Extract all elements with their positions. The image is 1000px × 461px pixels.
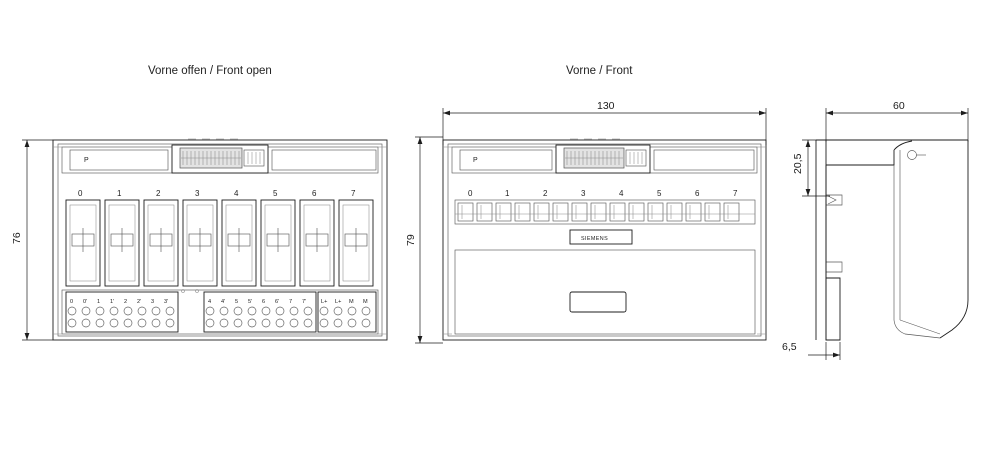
terminal-group-a [66, 292, 178, 332]
terminal-label: 5' [248, 299, 253, 305]
middle-label-strip [455, 200, 755, 224]
right-depth-dimension [826, 108, 968, 142]
middle-view-group [405, 100, 766, 343]
mid-slot-6: 6 [695, 189, 700, 198]
mid-slot-7: 7 [733, 189, 738, 198]
right-view-group [782, 100, 968, 360]
terminal-label: 7' [302, 299, 307, 305]
terminal-label: M [363, 299, 368, 305]
mid-slot-3: 3 [581, 189, 586, 198]
brand-label: SIEMENS [581, 236, 609, 242]
terminal-label: M [349, 299, 354, 305]
mid-slot-5: 5 [657, 189, 662, 198]
mid-slot-1: 1 [505, 189, 510, 198]
middle-height-value: 79 [405, 234, 417, 246]
terminal-group-power [318, 292, 376, 332]
terminal-label: 2 [124, 299, 128, 305]
terminal-label: L+ [321, 299, 328, 305]
terminal-label: L+ [335, 299, 342, 305]
left-slot-0: 0 [78, 189, 83, 198]
terminal-label: 4 [208, 299, 212, 305]
middle-width-dimension [443, 108, 766, 145]
caption-front: Vorne / Front [566, 65, 633, 77]
left-slot-2: 2 [156, 189, 161, 198]
mid-slot-0: 0 [468, 189, 473, 198]
terminal-label: 3 [151, 299, 155, 305]
left-slot-7: 7 [351, 189, 356, 198]
left-height-dimension [22, 140, 53, 340]
mid-slot-2: 2 [543, 189, 548, 198]
right-upper-value: 20,5 [792, 153, 804, 174]
left-slot-3: 3 [195, 189, 200, 198]
middle-height-dimension [415, 137, 443, 343]
terminal-label: 7 [289, 299, 293, 305]
right-depth-value: 60 [893, 100, 905, 112]
terminal-label: 2' [137, 299, 142, 305]
terminal-label: 0' [83, 299, 88, 305]
terminal-label: 1 [97, 299, 101, 305]
terminal-label: 6' [275, 299, 280, 305]
middle-width-value: 130 [597, 100, 615, 112]
left-height-value: 76 [11, 232, 23, 244]
terminal-label: 4' [221, 299, 226, 305]
terminal-label: 3' [164, 299, 169, 305]
left-view-group [11, 139, 387, 340]
right-lower-value: 6,5 [782, 341, 797, 353]
terminal-label: 0 [70, 299, 74, 305]
right-lower-dimension [808, 342, 840, 360]
left-module-slots [66, 200, 373, 286]
terminal-group-b [204, 292, 316, 332]
mid-slot-4: 4 [619, 189, 624, 198]
left-slot-5: 5 [273, 189, 278, 198]
left-slot-4: 4 [234, 189, 239, 198]
left-top-label: P [84, 157, 89, 164]
left-slot-1: 1 [117, 189, 122, 198]
terminal-label: 6 [262, 299, 266, 305]
left-slot-6: 6 [312, 189, 317, 198]
caption-front-open: Vorne offen / Front open [148, 65, 272, 77]
terminal-label: 5 [235, 299, 239, 305]
middle-top-label: P [473, 157, 478, 164]
terminal-label: 1' [110, 299, 115, 305]
